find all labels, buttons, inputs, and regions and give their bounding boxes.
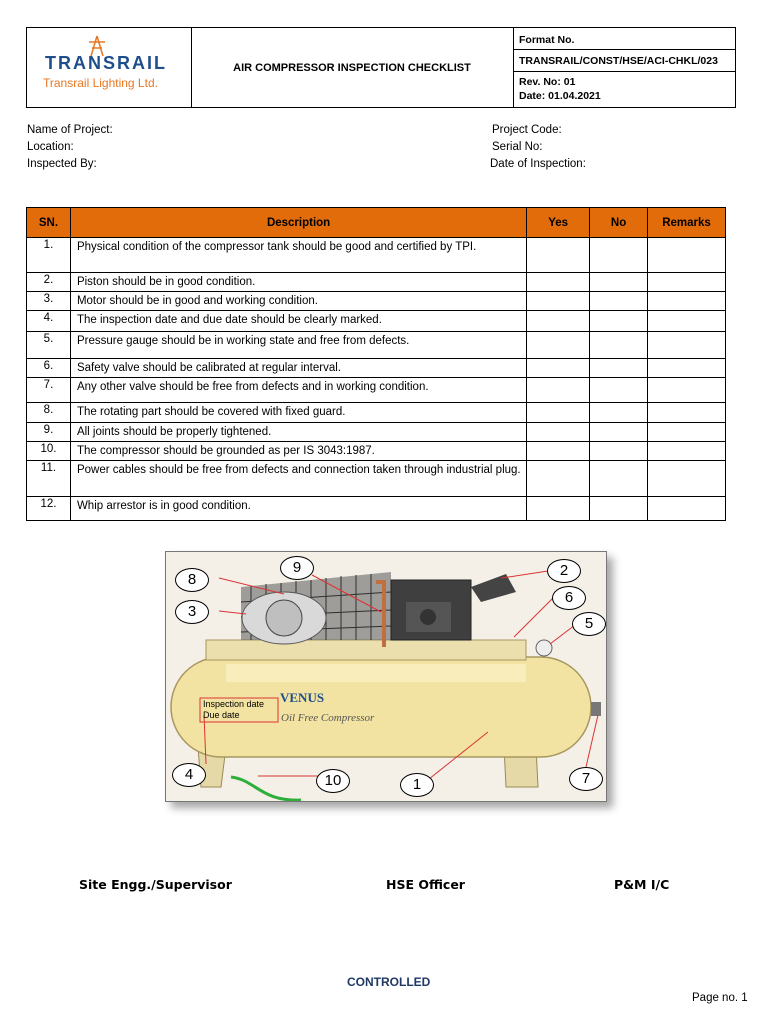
table-row xyxy=(27,497,726,521)
yes-cell[interactable] xyxy=(527,359,590,378)
description-header: Description xyxy=(70,208,526,238)
table-row xyxy=(27,423,726,442)
row-sn: 3. xyxy=(27,292,71,311)
callout-7: 7 xyxy=(569,767,603,791)
row-sn: 4. xyxy=(27,311,71,332)
row-sn: 5. xyxy=(27,332,71,359)
row-description: Piston should be in good condition. xyxy=(70,273,526,292)
yes-header: Yes xyxy=(527,208,590,238)
row-sn: 8. xyxy=(27,403,71,423)
yes-cell[interactable] xyxy=(527,292,590,311)
project-code-label: Project Code: xyxy=(492,124,562,136)
no-cell[interactable] xyxy=(590,378,648,403)
yes-cell[interactable] xyxy=(527,238,590,273)
table-row xyxy=(27,273,726,292)
callout-1: 1 xyxy=(400,773,434,797)
row-description: Power cables should be free from defects and connection taken through industrial plug. xyxy=(70,461,526,497)
date-of-inspection-label: Date of Inspection: xyxy=(490,158,586,170)
compressor-diagram xyxy=(165,551,607,802)
row-description: The inspection date and due date should be clearly marked. xyxy=(70,311,526,332)
row-sn: 10. xyxy=(27,442,71,461)
site-engineer-signature-label: Site Engg./Supervisor xyxy=(79,877,232,892)
name-of-project-label: Name of Project: xyxy=(27,124,113,136)
due-date-label: Due date xyxy=(203,710,240,720)
yes-cell[interactable] xyxy=(527,332,590,359)
serial-no-label: Serial No: xyxy=(492,141,543,153)
compressor-illustration xyxy=(166,552,606,801)
document-date: Date: 01.04.2021 xyxy=(519,90,601,102)
row-sn: 11. xyxy=(27,461,71,497)
callout-5: 5 xyxy=(572,612,606,636)
callout-6: 6 xyxy=(552,586,586,610)
brand-logo: VENUS xyxy=(280,690,325,705)
controlled-stamp: CONTROLLED xyxy=(347,975,431,989)
no-cell[interactable] xyxy=(590,273,648,292)
callout-2: 2 xyxy=(547,559,581,583)
yes-cell[interactable] xyxy=(527,497,590,521)
remarks-cell[interactable] xyxy=(648,442,726,461)
format-number: TRANSRAIL/CONST/HSE/ACI-CHKL/023 xyxy=(514,50,735,72)
remarks-cell[interactable] xyxy=(648,378,726,403)
row-description: Physical condition of the compressor tank should be good and certified by TPI. xyxy=(70,238,526,273)
header-table xyxy=(26,27,736,108)
remarks-cell[interactable] xyxy=(648,359,726,378)
callout-8: 8 xyxy=(175,568,209,592)
yes-cell[interactable] xyxy=(527,423,590,442)
remarks-cell[interactable] xyxy=(648,423,726,442)
callout-9: 9 xyxy=(280,556,314,580)
no-cell[interactable] xyxy=(590,461,648,497)
no-cell[interactable] xyxy=(590,311,648,332)
remarks-cell[interactable] xyxy=(648,292,726,311)
location-label: Location: xyxy=(27,141,74,153)
yes-cell[interactable] xyxy=(527,273,590,292)
yes-cell[interactable] xyxy=(527,378,590,403)
row-sn: 6. xyxy=(27,359,71,378)
no-cell[interactable] xyxy=(590,423,648,442)
no-cell[interactable] xyxy=(590,359,648,378)
remarks-cell[interactable] xyxy=(648,403,726,423)
remarks-cell[interactable] xyxy=(648,273,726,292)
yes-cell[interactable] xyxy=(527,311,590,332)
row-description: Safety valve should be calibrated at regular interval. xyxy=(70,359,526,378)
remarks-cell[interactable] xyxy=(648,238,726,273)
table-row xyxy=(27,442,726,461)
table-row xyxy=(27,332,726,359)
revision-number: Rev. No: 01 xyxy=(519,76,576,88)
checklist-table xyxy=(26,207,726,521)
pm-incharge-signature-label: P&M I/C xyxy=(614,877,670,892)
inspected-by-label: Inspected By: xyxy=(27,158,97,170)
yes-cell[interactable] xyxy=(527,442,590,461)
table-row xyxy=(27,238,726,273)
document-title: AIR COMPRESSOR INSPECTION CHECKLIST xyxy=(191,28,514,107)
callout-3: 3 xyxy=(175,600,209,624)
no-cell[interactable] xyxy=(590,442,648,461)
table-row xyxy=(27,311,726,332)
company-name: Transrail Lighting Ltd. xyxy=(43,76,158,90)
row-description: Whip arrestor is in good condition. xyxy=(70,497,526,521)
row-description: Motor should be in good and working condition. xyxy=(70,292,526,311)
row-sn: 1. xyxy=(27,238,71,273)
row-sn: 2. xyxy=(27,273,71,292)
row-description: The rotating part should be covered with fixed guard. xyxy=(70,403,526,423)
table-row xyxy=(27,461,726,497)
format-info xyxy=(514,28,735,107)
callout-10: 10 xyxy=(316,769,350,793)
pylon-icon xyxy=(79,34,115,58)
company-logo: TRANSRAIL xyxy=(45,53,167,73)
remarks-cell[interactable] xyxy=(648,497,726,521)
table-row xyxy=(27,292,726,311)
yes-cell[interactable] xyxy=(527,461,590,497)
row-sn: 9. xyxy=(27,423,71,442)
row-description: All joints should be properly tightened. xyxy=(70,423,526,442)
row-description: Any other valve should be free from defects and in working condition. xyxy=(70,378,526,403)
logo-cell xyxy=(27,28,192,107)
hse-officer-signature-label: HSE Officer xyxy=(386,877,465,892)
remarks-cell[interactable] xyxy=(648,461,726,497)
yes-cell[interactable] xyxy=(527,403,590,423)
remarks-cell[interactable] xyxy=(648,311,726,332)
no-header: No xyxy=(590,208,648,238)
no-cell[interactable] xyxy=(590,292,648,311)
sn-header: SN. xyxy=(27,208,71,238)
table-row xyxy=(27,359,726,378)
compressor-caption: Oil Free Compressor xyxy=(281,712,375,724)
page-number: Page no. 1 xyxy=(692,992,748,1004)
table-row xyxy=(27,378,726,403)
no-cell[interactable] xyxy=(590,403,648,423)
callout-4: 4 xyxy=(172,763,206,787)
table-row xyxy=(27,403,726,423)
no-cell[interactable] xyxy=(590,332,648,359)
remarks-header: Remarks xyxy=(648,208,726,238)
table-header-row xyxy=(27,208,726,238)
row-description: The compressor should be grounded as per IS 3043:1987. xyxy=(70,442,526,461)
format-label: Format No. xyxy=(514,28,735,50)
inspection-date-label: Inspection date xyxy=(203,699,265,709)
no-cell[interactable] xyxy=(590,238,648,273)
row-sn: 12. xyxy=(27,497,71,521)
row-sn: 7. xyxy=(27,378,71,403)
row-description: Pressure gauge should be in working state and free from defects. xyxy=(70,332,526,359)
remarks-cell[interactable] xyxy=(648,332,726,359)
no-cell[interactable] xyxy=(590,497,648,521)
